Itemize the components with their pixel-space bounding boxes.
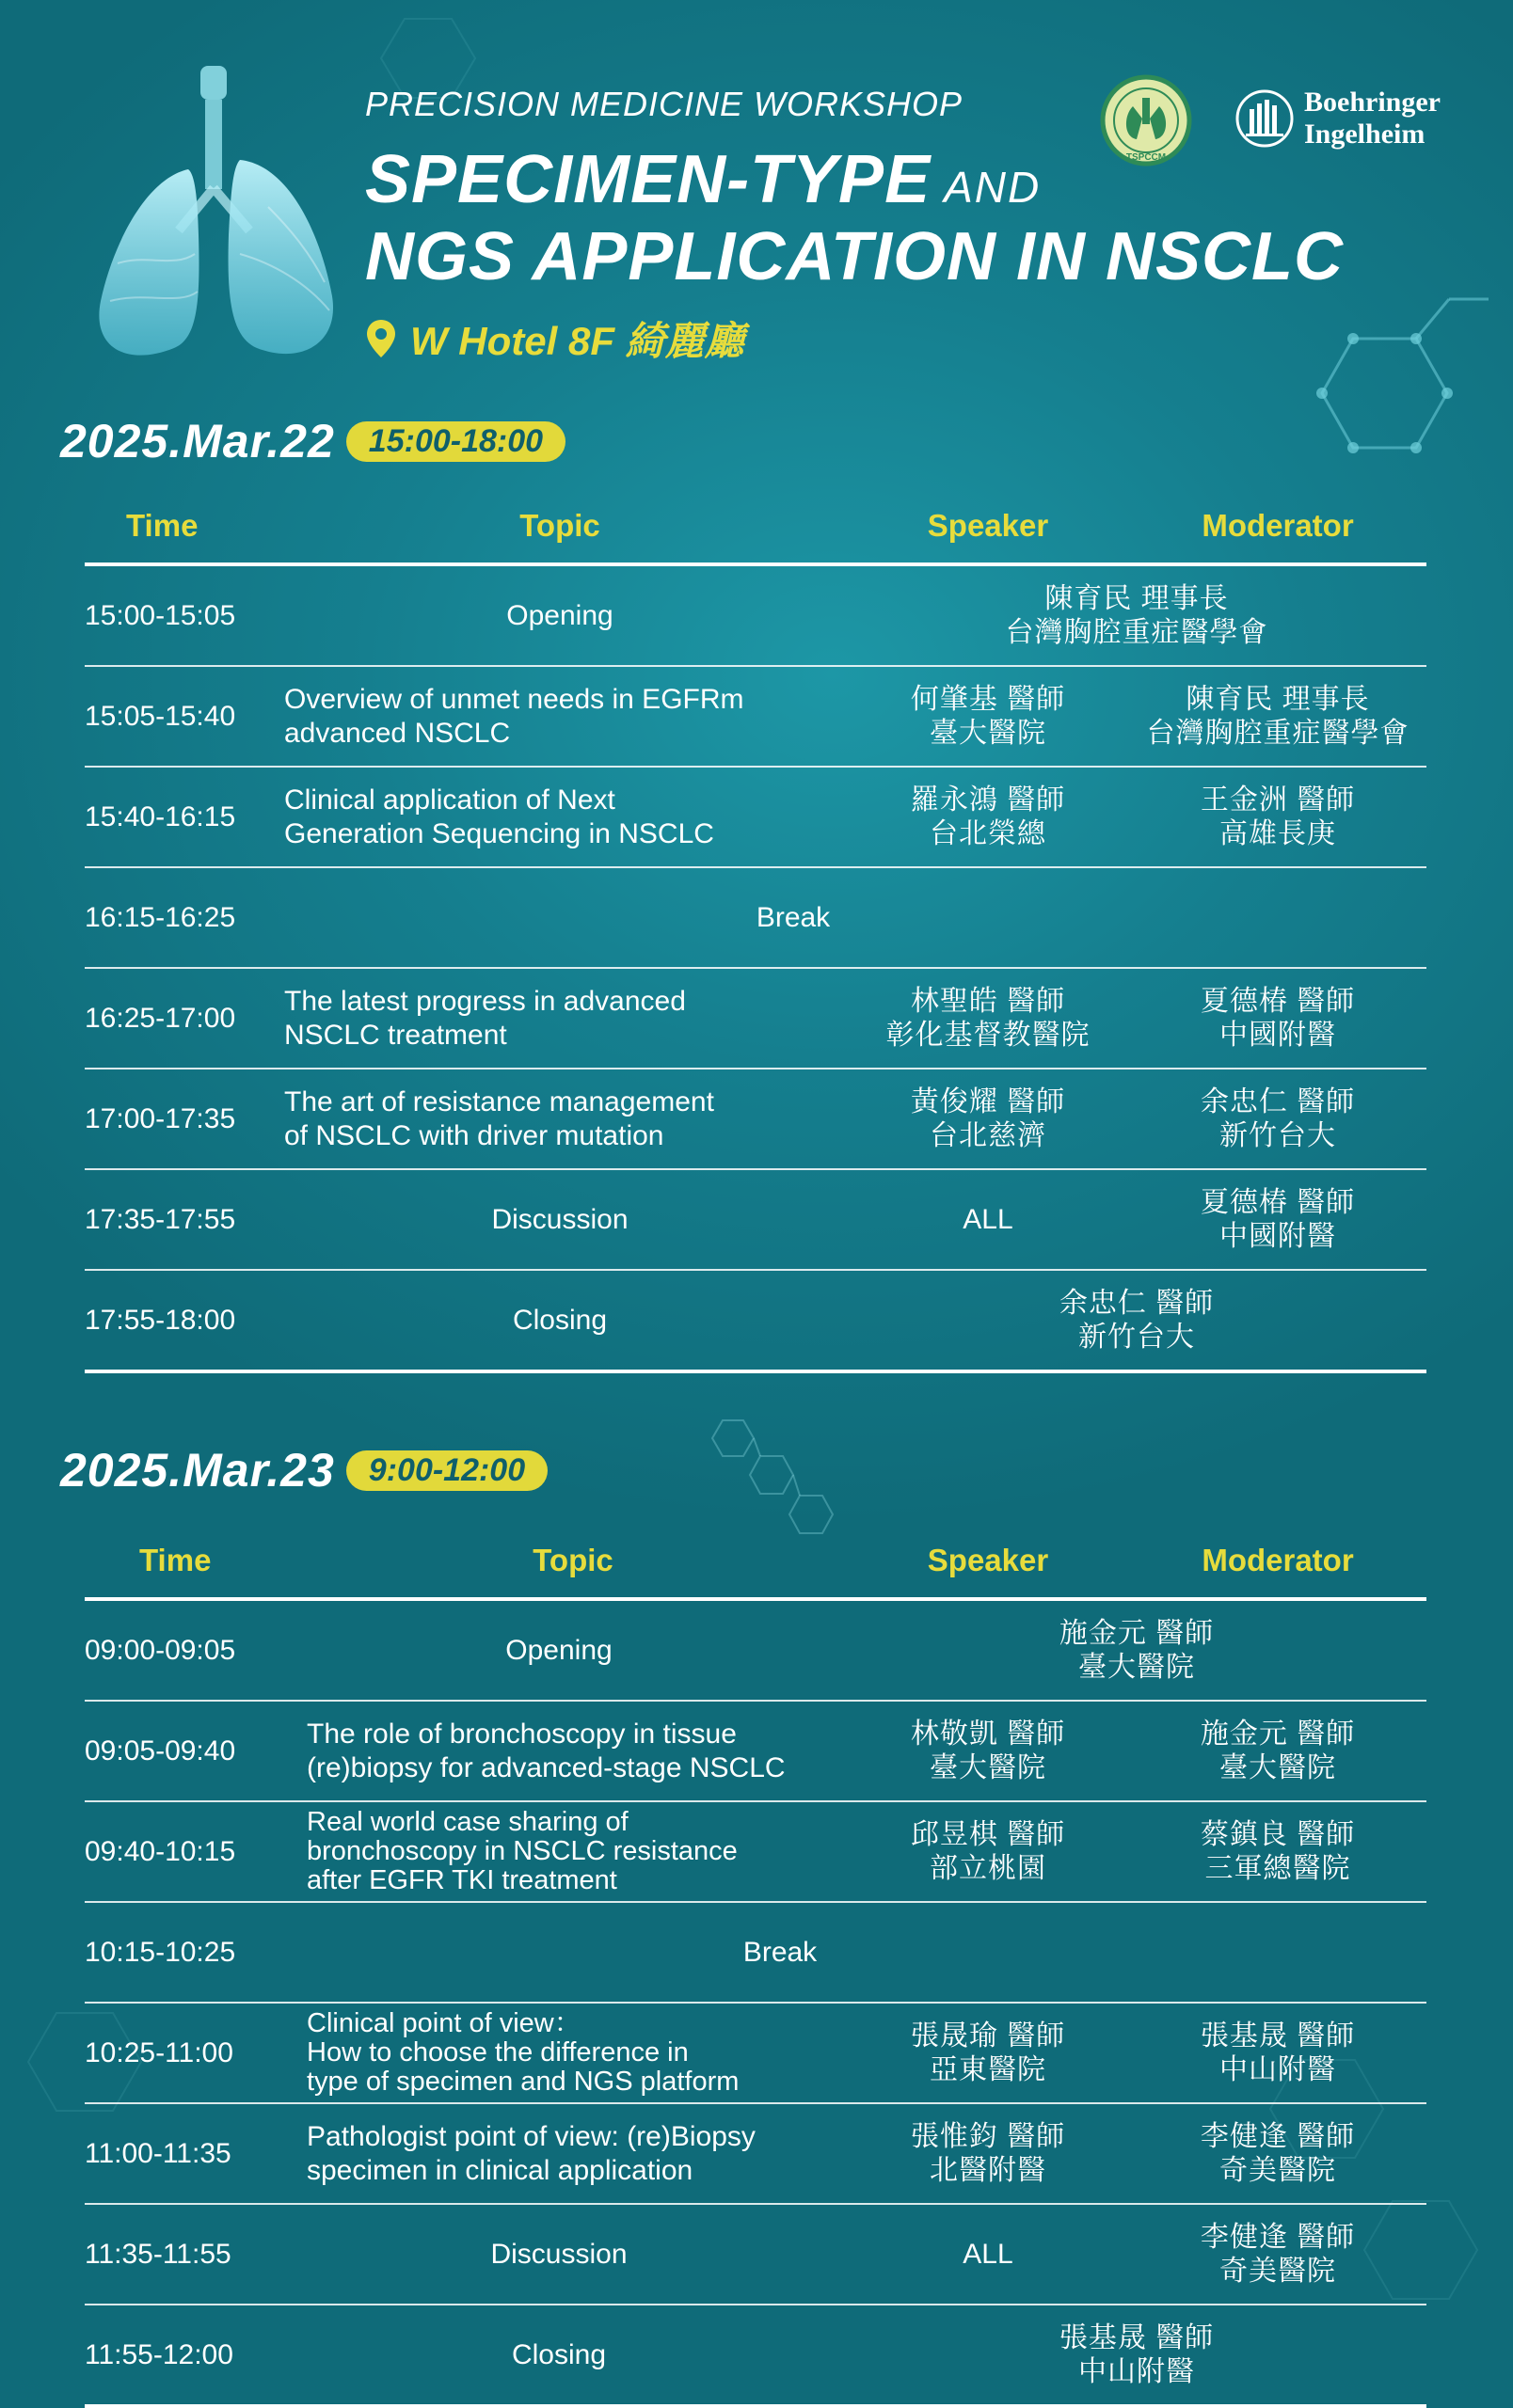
speaker-name: 張晟瑜 醫師 (910, 2020, 1066, 2052)
moderator-affiliation: 奇美醫院 (1219, 2255, 1336, 2287)
bi-line-1: Boehringer (1304, 87, 1441, 118)
speaker-name: 黃俊耀 醫師 (910, 1085, 1066, 1117)
row-moderator (1129, 1169, 1426, 1270)
row-time: 15:00-15:05 (85, 564, 273, 666)
moderator-affiliation: 中國附醫 (1219, 1019, 1336, 1051)
boehringer-mark-icon (1234, 88, 1295, 149)
table-row (85, 2204, 1426, 2305)
header-speaker: Speaker (847, 1524, 1129, 1599)
table-row (85, 1169, 1426, 1270)
topic-line: The latest progress in advanced (284, 985, 686, 1017)
speaker-name: 林聖皓 醫師 (910, 985, 1066, 1017)
day1-date: 2025.Mar.22 (60, 415, 335, 467)
day2-header-row (85, 1524, 1426, 1599)
table-row (85, 2003, 1426, 2103)
table-row (85, 767, 1426, 867)
workshop-subtitle: PRECISION MEDICINE WORKSHOP (365, 85, 964, 123)
row-moderator (1129, 2103, 1426, 2204)
row-break: Break (299, 1902, 1426, 2003)
moderator-affiliation: 中國附醫 (1219, 1220, 1336, 1252)
venue (365, 310, 744, 367)
topic-line: specimen in clinical application (307, 2154, 693, 2186)
topic-line: bronchoscopy in NSCLC resistance (307, 1836, 738, 1866)
row-merged-person (847, 1599, 1426, 1701)
row-time: 17:00-17:35 (85, 1069, 273, 1169)
person-affiliation: 中山附醫 (1078, 2355, 1195, 2387)
topic-line: The role of bronchoscopy in tissue (307, 1718, 737, 1750)
moderator-name: 夏德椿 醫師 (1200, 985, 1356, 1017)
header-topic: Topic (299, 1524, 847, 1599)
bi-line-2: Ingelheim (1304, 119, 1425, 150)
topic-line: Clinical application of Next (284, 784, 615, 816)
day1-header-row (85, 489, 1426, 564)
speaker-name: 何肇基 醫師 (910, 683, 1066, 715)
row-speaker: ALL (847, 1169, 1129, 1270)
row-time: 17:55-18:00 (85, 1270, 273, 1371)
topic-line: of NSCLC with driver mutation (284, 1119, 664, 1151)
header-moderator: Moderator (1129, 489, 1426, 564)
row-moderator (1129, 666, 1426, 767)
header-topic: Topic (273, 489, 847, 564)
boehringer-text (1304, 87, 1441, 150)
row-speaker (847, 1701, 1129, 1801)
row-topic (273, 968, 847, 1069)
topic-line: (re)biopsy for advanced-stage NSCLC (307, 1751, 786, 1783)
venue-text: W Hotel 8F 綺麗廳 (410, 319, 744, 363)
speaker-affiliation: 臺大醫院 (930, 717, 1046, 749)
moderator-name: 王金洲 醫師 (1200, 784, 1356, 816)
row-topic (273, 1069, 847, 1169)
lungs-illustration (89, 66, 339, 376)
row-topic: Closing (273, 1270, 847, 1371)
row-time: 11:55-12:00 (85, 2305, 299, 2406)
row-moderator (1129, 1801, 1426, 1902)
row-speaker (847, 1069, 1129, 1169)
topic-line: advanced NSCLC (284, 717, 511, 749)
moderator-affiliation: 三軍總醫院 (1204, 1852, 1351, 1884)
topic-line: after EGFR TKI treatment (307, 1865, 617, 1895)
person-affiliation: 台灣胸腔重症醫學會 (1005, 616, 1268, 648)
speaker-name: 林敬凱 醫師 (910, 1718, 1066, 1750)
day2-time-badge: 9:00-12:00 (346, 1450, 548, 1491)
header-time: Time (85, 1524, 299, 1599)
row-topic (273, 767, 847, 867)
moderator-affiliation: 臺大醫院 (1219, 1751, 1336, 1783)
moderator-name: 蔡鎮良 醫師 (1200, 1818, 1356, 1850)
row-moderator (1129, 2204, 1426, 2305)
row-merged-person (847, 2305, 1426, 2406)
table-row (85, 1599, 1426, 1701)
tspccm-logo-text: TSPCCM (1125, 152, 1167, 163)
topic-line: Overview of unmet needs in EGFRm (284, 683, 744, 715)
person-name: 張基晟 醫師 (1059, 2321, 1215, 2353)
moderator-name: 張基晟 醫師 (1200, 2020, 1356, 2052)
person-affiliation: 臺大醫院 (1078, 1651, 1195, 1683)
row-topic (299, 1801, 847, 1902)
row-moderator (1129, 968, 1426, 1069)
row-topic: Discussion (273, 1169, 847, 1270)
row-topic (299, 1701, 847, 1801)
moderator-name: 李健逢 醫師 (1200, 2221, 1356, 2253)
speaker-affiliation: 台北慈濟 (930, 1119, 1046, 1151)
moderator-name: 陳育民 理事長 (1186, 683, 1370, 715)
table-row (85, 1069, 1426, 1169)
topic-line: Real world case sharing of (307, 1807, 629, 1837)
row-merged-person (847, 1270, 1426, 1371)
row-speaker (847, 666, 1129, 767)
topic-line: Generation Sequencing in NSCLC (284, 817, 714, 849)
table-row (85, 2305, 1426, 2406)
title-line-2: NGS APPLICATION IN NSCLC (365, 219, 1345, 294)
topic-line: Pathologist point of view: (re)Biopsy (307, 2120, 756, 2152)
row-moderator (1129, 767, 1426, 867)
header-speaker: Speaker (847, 489, 1129, 564)
table-row (85, 666, 1426, 767)
row-topic: Discussion (299, 2204, 847, 2305)
person-name: 余忠仁 醫師 (1059, 1287, 1215, 1319)
speaker-affiliation: 臺大醫院 (930, 1751, 1046, 1783)
topic-line: How to choose the difference in (307, 2037, 689, 2067)
table-row (85, 2103, 1426, 2204)
row-time: 09:05-09:40 (85, 1701, 299, 1801)
speaker-name: 邱昱棋 醫師 (910, 1818, 1066, 1850)
header-time: Time (85, 489, 273, 564)
speaker-affiliation: 部立桃園 (930, 1852, 1046, 1884)
table-row (85, 867, 1426, 968)
day2-date: 2025.Mar.23 (60, 1444, 335, 1497)
moderator-affiliation: 奇美醫院 (1219, 2154, 1336, 2186)
moderator-name: 余忠仁 醫師 (1200, 1085, 1356, 1117)
row-time: 09:40-10:15 (85, 1801, 299, 1902)
tspccm-logo (1099, 73, 1193, 167)
table-row (85, 1801, 1426, 1902)
row-time: 09:00-09:05 (85, 1599, 299, 1701)
moderator-name: 李健逢 醫師 (1200, 2120, 1356, 2152)
row-topic: Opening (299, 1599, 847, 1701)
row-topic (299, 2003, 847, 2103)
moderator-affiliation: 中山附醫 (1219, 2053, 1336, 2085)
table-row (85, 1902, 1426, 2003)
day1-schedule-table (85, 489, 1426, 1373)
row-topic: Closing (299, 2305, 847, 2406)
day2-schedule-table (85, 1524, 1426, 2408)
day2-date-line (60, 1443, 548, 1497)
table-row (85, 1270, 1426, 1371)
row-speaker: ALL (847, 2204, 1129, 2305)
row-time: 16:25-17:00 (85, 968, 273, 1069)
speaker-affiliation: 彰化基督教醫院 (885, 1019, 1091, 1051)
row-topic: Opening (273, 564, 847, 666)
table-row (85, 564, 1426, 666)
row-speaker (847, 2003, 1129, 2103)
title-specimen-type: SPECIMEN-TYPE (365, 142, 932, 217)
row-time: 16:15-16:25 (85, 867, 273, 968)
topic-line: NSCLC treatment (284, 1019, 507, 1051)
table-row (85, 1701, 1426, 1801)
topic-line: The art of resistance management (284, 1085, 714, 1117)
row-speaker (847, 2103, 1129, 2204)
row-topic (273, 666, 847, 767)
row-moderator (1129, 2003, 1426, 2103)
speaker-affiliation: 台北榮總 (930, 817, 1046, 849)
person-name: 陳育民 理事長 (1044, 582, 1229, 614)
row-merged-person (847, 564, 1426, 666)
row-break: Break (273, 867, 1426, 968)
table-row (85, 968, 1426, 1069)
row-moderator (1129, 1701, 1426, 1801)
speaker-name: 羅永鴻 醫師 (910, 784, 1066, 816)
row-speaker (847, 968, 1129, 1069)
title-and: AND (944, 163, 1042, 212)
row-time: 10:15-10:25 (85, 1902, 299, 2003)
row-time: 17:35-17:55 (85, 1169, 273, 1270)
day1-time-badge: 15:00-18:00 (346, 421, 565, 462)
moderator-affiliation: 台灣胸腔重症醫學會 (1146, 717, 1409, 749)
row-time: 11:00-11:35 (85, 2103, 299, 2204)
moderator-name: 夏德椿 醫師 (1200, 1186, 1356, 1218)
boehringer-ingelheim-logo (1234, 87, 1441, 150)
speaker-name: 張惟鈞 醫師 (910, 2120, 1066, 2152)
speaker-affiliation: 北醫附醫 (930, 2154, 1046, 2186)
person-affiliation: 新竹台大 (1078, 1321, 1195, 1353)
row-time: 10:25-11:00 (85, 2003, 299, 2103)
row-time: 15:40-16:15 (85, 767, 273, 867)
speaker-affiliation: 亞東醫院 (930, 2053, 1046, 2085)
row-speaker (847, 767, 1129, 867)
row-topic (299, 2103, 847, 2204)
row-moderator (1129, 1069, 1426, 1169)
person-name: 施金元 醫師 (1059, 1617, 1215, 1649)
location-pin-icon (365, 318, 397, 359)
topic-line: type of specimen and NGS platform (307, 2067, 740, 2097)
title-line-1 (365, 141, 1041, 218)
row-time: 15:05-15:40 (85, 666, 273, 767)
row-speaker (847, 1801, 1129, 1902)
row-time: 11:35-11:55 (85, 2204, 299, 2305)
topic-line: Clinical point of view： (307, 2008, 581, 2038)
moderator-affiliation: 新竹台大 (1219, 1119, 1336, 1151)
day1-date-line (60, 414, 565, 468)
moderator-name: 施金元 醫師 (1200, 1718, 1356, 1750)
header-moderator: Moderator (1129, 1524, 1426, 1599)
moderator-affiliation: 高雄長庚 (1219, 817, 1336, 849)
